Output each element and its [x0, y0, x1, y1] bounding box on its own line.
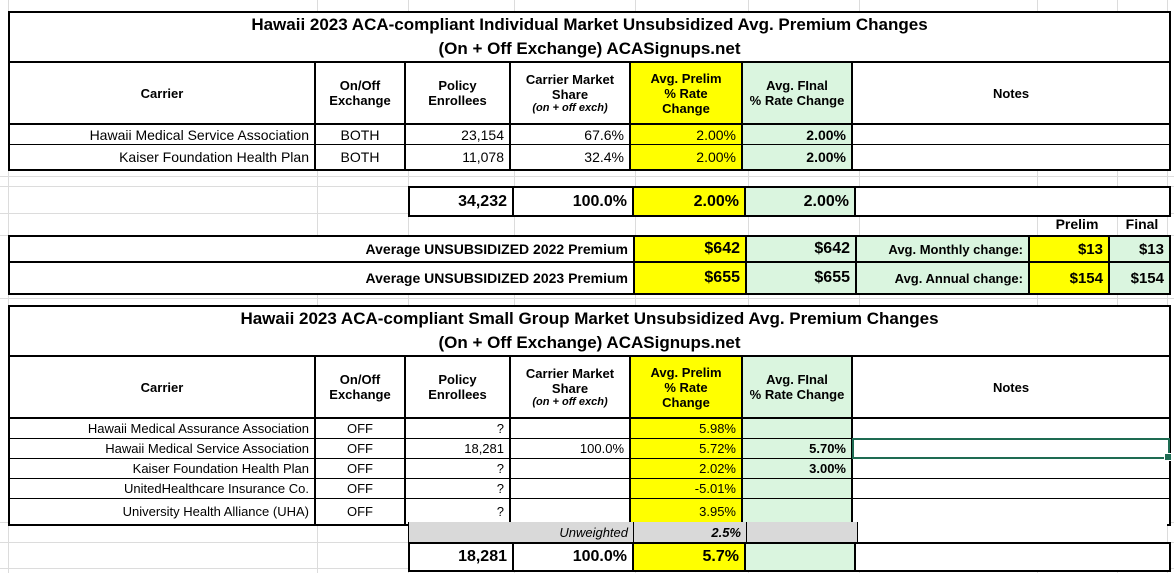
cell-enrollees[interactable]: ?: [406, 459, 511, 479]
label-prelim-column[interactable]: Prelim: [1055, 216, 1099, 232]
cell-notes[interactable]: [853, 499, 1169, 524]
cell-prelim[interactable]: 5.72%: [631, 439, 743, 459]
cell-notes-selected[interactable]: [853, 439, 1169, 459]
header-notes[interactable]: Notes: [853, 357, 1169, 419]
cell-enrollees[interactable]: 18,281: [406, 439, 511, 459]
unweighted-average-row: [408, 522, 1167, 542]
header-exchange[interactable]: On/Off Exchange: [316, 63, 406, 125]
cell-enrollees[interactable]: ?: [406, 499, 511, 524]
cell-notes[interactable]: [853, 419, 1169, 439]
header-final[interactable]: Avg. FInal % Rate Change: [743, 63, 853, 125]
premium-2023-final[interactable]: $655: [747, 263, 857, 293]
unweighted-prelim[interactable]: 2.5%: [634, 522, 747, 542]
cell-final[interactable]: 3.00%: [743, 459, 853, 479]
title-line-1: Hawaii 2023 ACA-compliant Individual Market Unsubsidized Avg. Premium Changes: [251, 15, 928, 34]
small-group-table: [8, 305, 1171, 526]
cell-enrollees[interactable]: 11,078: [406, 145, 511, 169]
cell-carrier[interactable]: Hawaii Medical Service Association: [10, 125, 316, 145]
unweighted-final[interactable]: [747, 522, 858, 542]
cell-exchange[interactable]: OFF: [316, 459, 406, 479]
cell-enrollees[interactable]: 23,154: [406, 125, 511, 145]
cell-notes[interactable]: [853, 145, 1169, 169]
cell-final[interactable]: 2.00%: [743, 145, 853, 169]
cell-prelim[interactable]: 2.00%: [631, 145, 743, 169]
unweighted-notes[interactable]: [858, 522, 1167, 542]
header-enrollees[interactable]: Policy Enrollees: [406, 63, 511, 125]
cell-exchange[interactable]: BOTH: [316, 125, 406, 145]
cell-carrier[interactable]: UnitedHealthcare Insurance Co.: [10, 479, 316, 499]
cell-exchange[interactable]: OFF: [316, 479, 406, 499]
header-share[interactable]: Carrier Market Share (on + off exch): [511, 357, 631, 419]
individual-market-table: [8, 11, 1171, 171]
title-line-2: (On + Off Exchange) ACASignups.net: [438, 333, 741, 352]
cell-final[interactable]: [743, 479, 853, 499]
header-enrollees[interactable]: Policy Enrollees: [406, 357, 511, 419]
total-notes[interactable]: [856, 188, 1169, 215]
cell-prelim[interactable]: 5.98%: [631, 419, 743, 439]
premium-2022-final[interactable]: $642: [747, 237, 857, 263]
cell-share[interactable]: [511, 479, 631, 499]
total-final[interactable]: [746, 544, 856, 570]
cell-share[interactable]: [511, 499, 631, 524]
monthly-change-prelim[interactable]: $13: [1030, 237, 1110, 263]
gridline: [0, 298, 1174, 299]
cell-prelim[interactable]: -5.01%: [631, 479, 743, 499]
cell-carrier[interactable]: Hawaii Medical Assurance Association: [10, 419, 316, 439]
cell-final[interactable]: [743, 499, 853, 524]
total-share[interactable]: 100.0%: [514, 188, 634, 215]
label-final-column[interactable]: Final: [1125, 216, 1159, 232]
cell-notes[interactable]: [853, 125, 1169, 145]
active-cell-selection-border: [852, 438, 1170, 459]
annual-change-final[interactable]: $154: [1110, 263, 1169, 293]
summary-column-labels: [1037, 213, 1167, 235]
header-prelim[interactable]: Avg. Prelim % Rate Change: [631, 357, 743, 419]
cell-prelim[interactable]: 2.00%: [631, 125, 743, 145]
total-notes[interactable]: [856, 544, 1169, 570]
total-share[interactable]: 100.0%: [514, 544, 634, 570]
cell-carrier[interactable]: Kaiser Foundation Health Plan: [10, 145, 316, 169]
total-enrollees[interactable]: 18,281: [410, 544, 514, 570]
cell-carrier[interactable]: Hawaii Medical Service Association: [10, 439, 316, 459]
cell-final[interactable]: [743, 419, 853, 439]
cell-final[interactable]: 2.00%: [743, 125, 853, 145]
annual-change-prelim[interactable]: $154: [1030, 263, 1110, 293]
premium-2022-prelim[interactable]: $642: [635, 237, 747, 263]
cell-carrier[interactable]: Kaiser Foundation Health Plan: [10, 459, 316, 479]
total-prelim[interactable]: 2.00%: [634, 188, 746, 215]
cell-carrier[interactable]: University Health Alliance (UHA): [10, 499, 316, 524]
individual-table-title[interactable]: [10, 13, 1169, 63]
cell-exchange[interactable]: OFF: [316, 419, 406, 439]
unweighted-label[interactable]: Unweighted: [408, 522, 634, 542]
gridline: [0, 176, 1174, 177]
small-group-table-title[interactable]: [10, 307, 1169, 357]
monthly-change-final[interactable]: $13: [1110, 237, 1169, 263]
total-enrollees[interactable]: 34,232: [410, 188, 514, 215]
cell-share[interactable]: 67.6%: [511, 125, 631, 145]
premium-2023-label[interactable]: Average UNSUBSIDIZED 2023 Premium: [10, 263, 635, 293]
cell-share[interactable]: 100.0%: [511, 439, 631, 459]
cell-notes[interactable]: [853, 479, 1169, 499]
cell-share[interactable]: [511, 459, 631, 479]
title-line-2: (On + Off Exchange) ACASignups.net: [438, 39, 741, 58]
cell-notes[interactable]: [853, 459, 1169, 479]
cell-enrollees[interactable]: ?: [406, 479, 511, 499]
header-carrier[interactable]: Carrier: [10, 63, 316, 125]
cell-final[interactable]: 5.70%: [743, 439, 853, 459]
cell-exchange[interactable]: OFF: [316, 439, 406, 459]
cell-prelim[interactable]: 2.02%: [631, 459, 743, 479]
cell-share[interactable]: 32.4%: [511, 145, 631, 169]
annual-change-label[interactable]: Avg. Annual change:: [857, 263, 1030, 293]
total-final[interactable]: 2.00%: [746, 188, 856, 215]
total-prelim[interactable]: 5.7%: [634, 544, 746, 570]
cell-enrollees[interactable]: ?: [406, 419, 511, 439]
title-line-1: Hawaii 2023 ACA-compliant Small Group Market Unsubsidized Avg. Premium Changes: [240, 309, 939, 328]
average-premium-summary: [8, 235, 1171, 295]
header-exchange[interactable]: On/Off Exchange: [316, 357, 406, 419]
cell-exchange[interactable]: BOTH: [316, 145, 406, 169]
monthly-change-label[interactable]: Avg. Monthly change:: [857, 237, 1030, 263]
cell-exchange[interactable]: OFF: [316, 499, 406, 524]
header-final[interactable]: Avg. FInal % Rate Change: [743, 357, 853, 419]
small-group-totals-row: [408, 542, 1171, 572]
cell-share[interactable]: [511, 419, 631, 439]
header-notes[interactable]: Notes: [853, 63, 1169, 125]
premium-2022-label[interactable]: Average UNSUBSIDIZED 2022 Premium: [10, 237, 635, 263]
header-prelim[interactable]: Avg. Prelim % Rate Change: [631, 63, 743, 125]
header-share[interactable]: Carrier Market Share (on + off exch): [511, 63, 631, 125]
premium-2023-prelim[interactable]: $655: [635, 263, 747, 293]
header-carrier[interactable]: Carrier: [10, 357, 316, 419]
cell-prelim[interactable]: 3.95%: [631, 499, 743, 524]
